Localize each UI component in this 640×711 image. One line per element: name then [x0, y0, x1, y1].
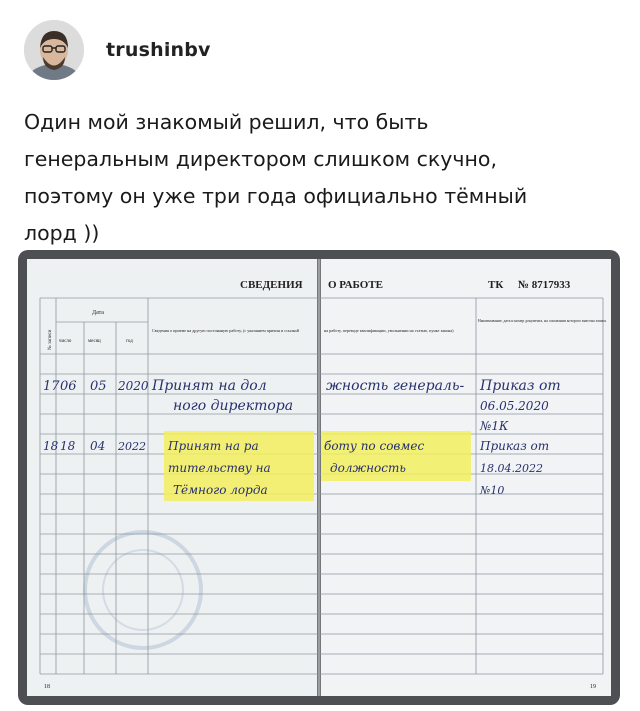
post-text-line: Один мой знакомый решил, что быть	[24, 110, 429, 134]
header-right: О РАБОТЕ	[328, 279, 383, 291]
col-info-left: Сведения о приеме на другую постоянную работу, (с указанием причин и ссылкой	[152, 328, 299, 333]
entry-doc: Приказ от	[480, 439, 550, 453]
col-doc: Наименование, дата и номер документа, на основании которого внесена запись	[478, 319, 607, 323]
entry-text: Принят на дол	[152, 378, 267, 394]
entry-year: 2020	[118, 379, 149, 393]
col-info-right: на работу, переводе квалификации, увольнении на статью, пункт закона)	[324, 328, 454, 333]
entry-day: 18	[60, 439, 76, 453]
series-prefix: ТК	[488, 279, 504, 291]
entry-text: жность генераль-	[326, 378, 465, 394]
entry-year: 2022	[118, 440, 146, 453]
entry-doc: №10	[480, 484, 505, 497]
page-number-left: 18	[44, 684, 50, 690]
series-number: № 8717933	[518, 279, 571, 291]
header-left: СВЕДЕНИЯ	[240, 279, 303, 291]
col-number: № записи	[48, 329, 53, 350]
post-text-line: лорд ))	[24, 221, 100, 245]
entry-text: Тёмного лорда	[173, 483, 268, 497]
username[interactable]: trushinbv	[106, 39, 211, 61]
date-label: Дата	[92, 310, 104, 316]
avatar[interactable]	[24, 20, 84, 80]
post-header	[24, 20, 211, 80]
entry-text: боту по совмес	[324, 439, 425, 453]
entry-doc: Приказ от	[480, 378, 561, 394]
entry-text: тительству на	[168, 461, 271, 475]
entry-text: ного директора	[173, 398, 294, 414]
post-text	[24, 104, 604, 252]
page-number-right: 19	[590, 684, 596, 690]
post-text-line: генеральным директором слишком скучно,	[24, 147, 497, 171]
entry-month: 04	[90, 439, 106, 453]
post-text-line: поэтому он уже три года официально тёмный	[24, 184, 528, 208]
entry-num: 17	[43, 379, 60, 394]
work-book-photo	[18, 250, 620, 705]
entry-month: 05	[90, 379, 107, 394]
col-year: год	[126, 339, 133, 344]
entry-doc: 06.05.2020	[480, 399, 549, 413]
entry-doc: 18.04.2022	[480, 462, 543, 475]
entry-text: должность	[330, 461, 406, 475]
entry-day: 06	[60, 379, 77, 394]
entry-doc: №1К	[480, 419, 509, 433]
entry-num: 18	[43, 439, 59, 453]
col-day: число	[59, 339, 72, 344]
entry-text: Принят на ра	[168, 439, 259, 453]
col-month: месяц	[88, 339, 101, 344]
